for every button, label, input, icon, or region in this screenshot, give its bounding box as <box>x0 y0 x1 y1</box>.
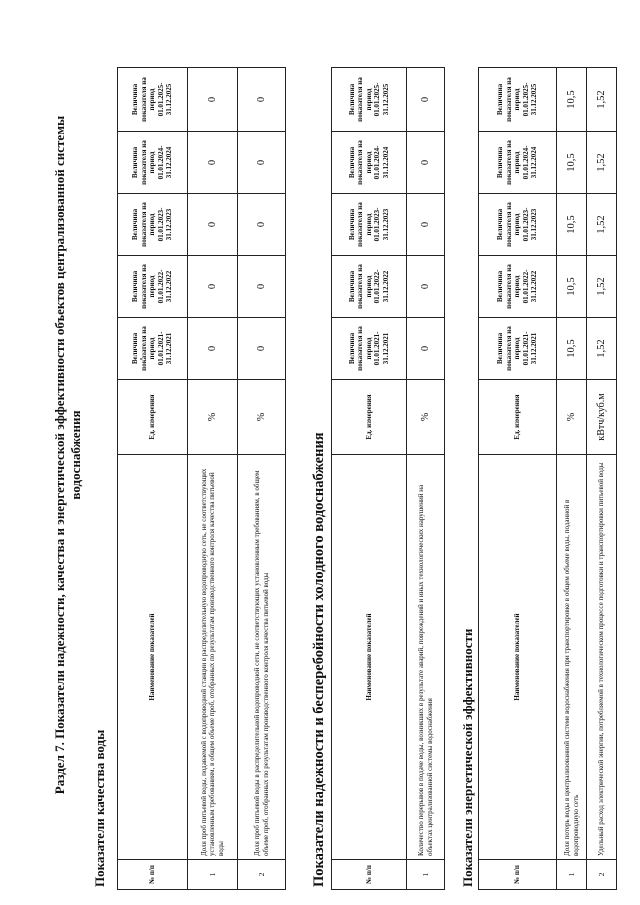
cell-num: 1 <box>557 860 587 890</box>
cell-value-2024: 0 <box>407 132 445 194</box>
cell-name: Доля проб питьевой воды, подаваемой с водопроводной станции в распределительную водопроводную сеть, не соответствующих установленным требованиям, в общем объеме проб, отобранных по результатам производственного контроля качества питьевой воды <box>188 455 238 860</box>
cell-value-2025: 10,5 <box>557 68 587 132</box>
cell-value-2022: 0 <box>407 256 445 318</box>
cell-value-2024: 10,5 <box>557 132 587 194</box>
cell-num: 1 <box>188 860 238 890</box>
cell-num: 2 <box>587 860 617 890</box>
cell-value-2023: 0 <box>407 194 445 256</box>
header-period-2022: Величина показателя на период 01.01.2022-31.12.2022 <box>118 256 188 318</box>
cell-value-2025: 0 <box>188 68 238 132</box>
cell-name: Доля проб питьевой воды в распределительной водопроводной сети, не соответствующих установленным требованиям, в общем объеме проб, отобранных по результатам производственного контроля качества питьевой воды <box>238 455 286 860</box>
cell-value-2022: 0 <box>188 256 238 318</box>
page-title: Раздел 7. Показатели надежности, качества и энергетической эффективности объектов централизованной системы водоснабжения <box>52 115 83 795</box>
cell-unit: % <box>557 380 587 455</box>
header-period-2022: Величина показателя на период 01.01.2022-31.12.2022 <box>479 256 557 318</box>
cell-value-2025: 1,52 <box>587 68 617 132</box>
table-row <box>188 68 238 890</box>
header-name: Наименование показателей <box>332 455 407 860</box>
header-period-2024: Величина показателя на период 01.01.2024-31.12.2024 <box>118 132 188 194</box>
cell-value-2025: 0 <box>407 68 445 132</box>
cell-value-2024: 1,52 <box>587 132 617 194</box>
cell-name: Доля потерь воды в централизованной системе водоснабжения при транспортировке в общем объеме воды, поданной в водопроводную сеть <box>557 455 587 860</box>
cell-value-2022: 1,52 <box>587 256 617 318</box>
cell-value-2021: 0 <box>238 318 286 380</box>
header-unit: Ед. измерения <box>332 380 407 455</box>
cell-value-2022: 10,5 <box>557 256 587 318</box>
table-row <box>238 68 286 890</box>
header-num: № п/п <box>332 860 407 890</box>
cell-value-2023: 0 <box>238 194 286 256</box>
header-period-2021: Величина показателя на период 01.01.2021-31.12.2021 <box>118 318 188 380</box>
table-row <box>557 68 587 890</box>
cell-value-2024: 0 <box>188 132 238 194</box>
cell-name: Количество перерывов в подаче воды, возникших в результате аварий, повреждений и иных технологических нарушений на объектах централизованной системы водоснабжения <box>407 455 445 860</box>
header-period-2025: Величина показателя на период 01.01.2025-31.12.2025 <box>118 68 188 132</box>
header-unit: Ед. измерения <box>118 380 188 455</box>
section-heading-energy-efficiency: Показатели энергетической эффективности <box>460 628 475 887</box>
header-num: № п/п <box>479 860 557 890</box>
header-period-2021: Величина показателя на период 01.01.2021-31.12.2021 <box>332 318 407 380</box>
section-heading-water-quality: Показатели качества воды <box>92 729 107 887</box>
header-name: Наименование показателей <box>479 455 557 860</box>
cell-num: 1 <box>407 860 445 890</box>
header-period-2021: Величина показателя на период 01.01.2021-31.12.2021 <box>479 318 557 380</box>
cell-value-2023: 1,52 <box>587 194 617 256</box>
cell-num: 2 <box>238 860 286 890</box>
header-period-2024: Величина показателя на период 01.01.2024-31.12.2024 <box>479 132 557 194</box>
table-row <box>407 68 445 890</box>
header-period-2022: Величина показателя на период 01.01.2022-31.12.2022 <box>332 256 407 318</box>
cell-unit: кВтч/куб.м <box>587 380 617 455</box>
cell-value-2024: 0 <box>238 132 286 194</box>
header-period-2023: Величина показателя на период 01.01.2023-31.12.2023 <box>479 194 557 256</box>
cell-value-2023: 0 <box>188 194 238 256</box>
header-unit: Ед. измерения <box>479 380 557 455</box>
cell-value-2021: 10,5 <box>557 318 587 380</box>
cell-unit: % <box>407 380 445 455</box>
cell-value-2022: 0 <box>238 256 286 318</box>
table-header-row <box>332 68 407 890</box>
cell-value-2021: 0 <box>188 318 238 380</box>
cell-unit: % <box>238 380 286 455</box>
cell-value-2025: 0 <box>238 68 286 132</box>
table-water-quality <box>117 67 286 890</box>
header-name: Наименование показателей <box>118 455 188 860</box>
header-period-2023: Величина показателя на период 01.01.2023-31.12.2023 <box>332 194 407 256</box>
header-period-2025: Величина показателя на период 01.01.2025-31.12.2025 <box>479 68 557 132</box>
header-period-2025: Величина показателя на период 01.01.2025-31.12.2025 <box>332 68 407 132</box>
header-period-2024: Величина показателя на период 01.01.2024-31.12.2024 <box>332 132 407 194</box>
header-num: № п/п <box>118 860 188 890</box>
section-heading-reliability: Показатели надежности и бесперебойности холодного водоснабжения <box>311 432 327 887</box>
cell-name: Удельный расход электрической энергии, потребляемой в технологическом процессе подготовки и транспортировки питьевой воды <box>587 455 617 860</box>
table-energy-efficiency <box>478 67 617 890</box>
table-reliability <box>331 67 445 890</box>
table-header-row <box>479 68 557 890</box>
header-period-2023: Величина показателя на период 01.01.2023-31.12.2023 <box>118 194 188 256</box>
cell-value-2021: 0 <box>407 318 445 380</box>
cell-value-2023: 10,5 <box>557 194 587 256</box>
cell-value-2021: 1,52 <box>587 318 617 380</box>
cell-unit: % <box>188 380 238 455</box>
table-header-row <box>118 68 188 890</box>
table-row <box>587 68 617 890</box>
